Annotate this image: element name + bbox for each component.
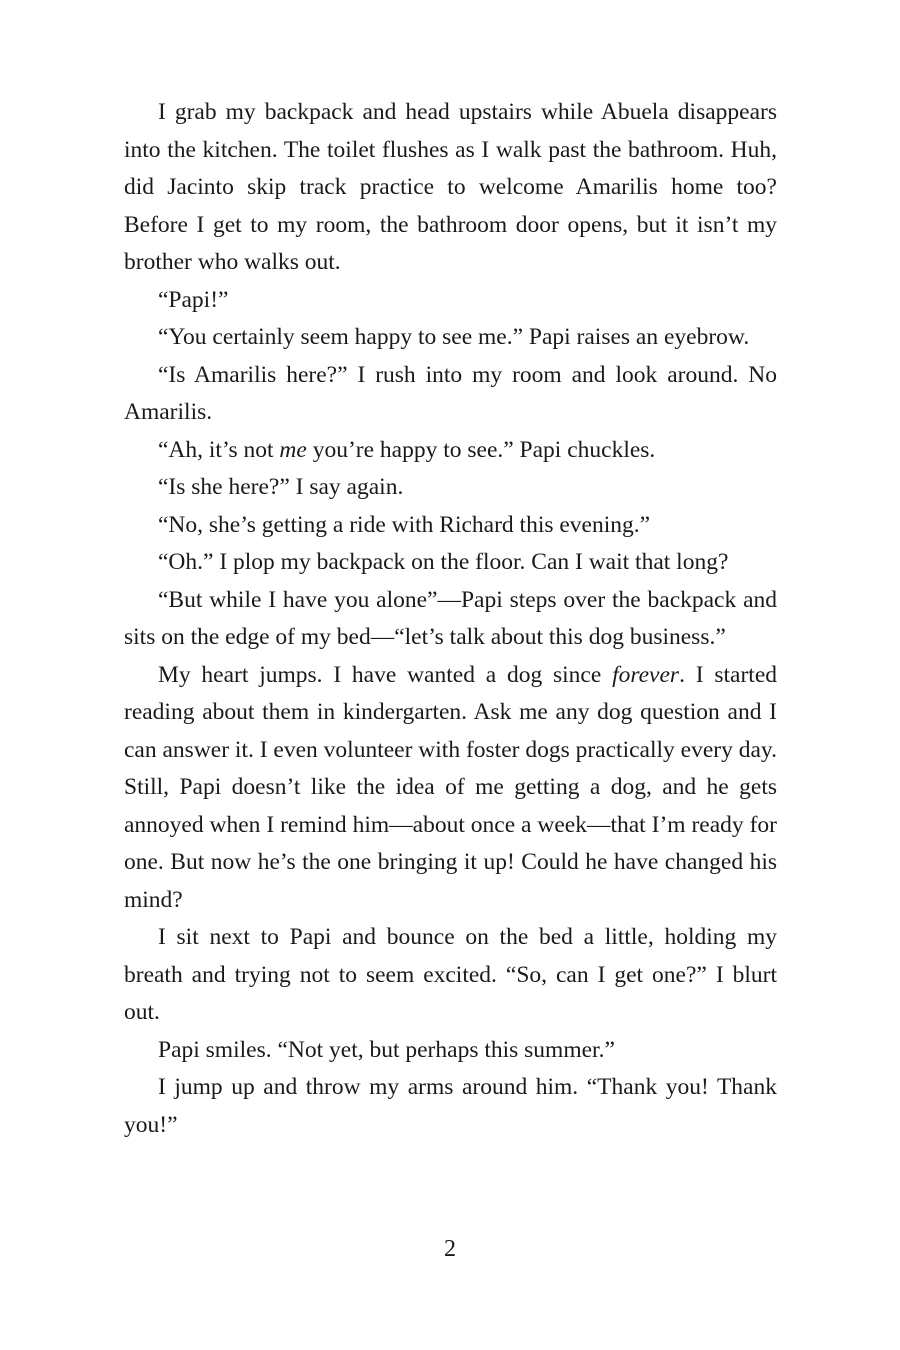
paragraph-4: “Is Amarilis here?” I rush into my room and look around. No Amarilis. [124,361,777,425]
paragraph-1: I grab my backpack and head upstairs while Abuela disappears into the kitchen. The toilet flushes as I walk past the bathroom. Huh, did Jacinto skip track practice to welcome Amarilis home too? Before I get to my room, the bathroom door opens, but it isn’t my brother who walks out. [124,99,777,275]
paragraph-11: I sit next to Papi and bounce on the bed a little, holding my breath and trying not to seem excited. “So, can I get one?” I blurt out. [124,924,777,1025]
paragraph-2: “Papi!” [158,286,229,313]
paragraph-5-emphasis: me [279,436,307,463]
paragraph-10-emphasis: forever [612,661,680,688]
paragraph-10 [124,657,777,920]
paragraph-7: “No, she’s getting a ride with Richard this evening.” [158,511,651,538]
paragraph-10-text-b: . I started reading about them in kindergarten. Ask me any dog question and I can answer it. I even volunteer with foster dogs practically every day. Still, Papi doesn’t like the idea of me getting a dog, and he gets annoyed when I remind him—about once a week—that I’m ready for one. But now he’s the one bringing it up! Could he have changed his mind? [124,661,778,913]
paragraph-5-text-a: “Ah, it’s not [158,436,280,463]
paragraph-12: Papi smiles. “Not yet, but perhaps this summer.” [158,1036,615,1063]
paragraph-8: “Oh.” I plop my backpack on the floor. Can I wait that long? [158,549,729,575]
paragraph-10-text-a: My heart jumps. I have wanted a dog since [158,661,613,688]
page-number: 2 [444,1236,456,1262]
paragraph-5 [124,432,777,470]
paragraph-5-text-b: you’re happy to see.” Papi chuckles. [306,436,656,463]
paragraph-3: “You certainly seem happy to see me.” Papi raises an eyebrow. [158,324,750,350]
page-body [124,94,777,1144]
paragraph-9: “But while I have you alone”—Papi steps over the backpack and sits on the edge of my bed—“let’s talk about this dog business.” [124,586,777,650]
paragraph-6: “Is she here?” I say again. [158,474,404,500]
paragraph-13: I jump up and throw my arms around him. “Thank you! Thank you!” [124,1074,777,1138]
